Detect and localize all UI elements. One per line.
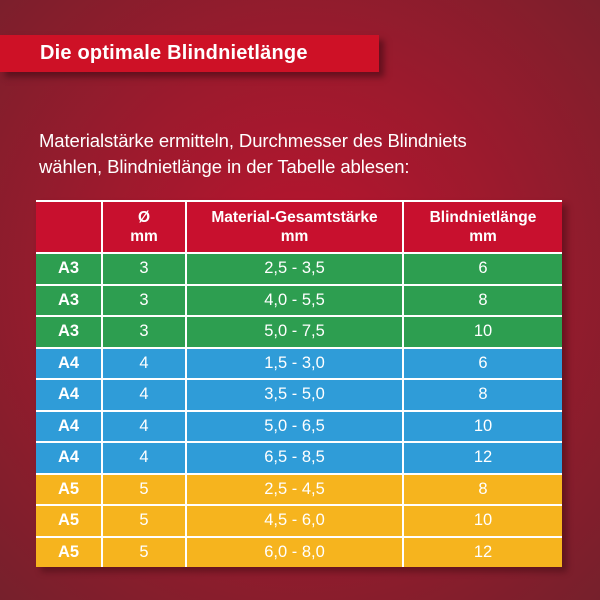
table-row	[36, 253, 562, 285]
cell-rivet-length: 6	[403, 348, 562, 380]
intro-text	[39, 128, 467, 180]
cell-diameter: 4	[102, 442, 186, 474]
cell-type: A3	[36, 285, 102, 317]
cell-diameter: 5	[102, 537, 186, 568]
cell-material-range: 2,5 - 4,5	[186, 474, 403, 506]
rivet-table	[36, 200, 562, 567]
cell-diameter: 3	[102, 285, 186, 317]
cell-type: A5	[36, 474, 102, 506]
title-banner	[0, 35, 379, 72]
cell-diameter: 3	[102, 316, 186, 348]
table-row	[36, 537, 562, 568]
table-row	[36, 316, 562, 348]
cell-rivet-length: 8	[403, 474, 562, 506]
table-row	[36, 348, 562, 380]
cell-rivet-length: 10	[403, 411, 562, 443]
cell-rivet-length: 8	[403, 379, 562, 411]
cell-type: A3	[36, 316, 102, 348]
cell-diameter: 5	[102, 505, 186, 537]
cell-material-range: 2,5 - 3,5	[186, 253, 403, 285]
intro-line-2: wählen, Blindnietlänge in der Tabelle ablesen:	[39, 156, 410, 177]
header-diameter-symbol: Ø	[137, 209, 151, 226]
cell-type: A4	[36, 379, 102, 411]
table-row	[36, 379, 562, 411]
cell-type: A5	[36, 537, 102, 568]
cell-rivet-length: 12	[403, 537, 562, 568]
cell-rivet-length: 10	[403, 505, 562, 537]
header-diameter-unit: mm	[130, 228, 158, 245]
header-length-unit: mm	[469, 228, 497, 245]
cell-diameter: 4	[102, 348, 186, 380]
header-material-title: Material-Gesamtstärke	[211, 209, 378, 226]
cell-rivet-length: 6	[403, 253, 562, 285]
cell-type: A4	[36, 442, 102, 474]
cell-rivet-length: 10	[403, 316, 562, 348]
cell-type: A3	[36, 253, 102, 285]
cell-diameter: 3	[102, 253, 186, 285]
header-cell-diameter	[102, 201, 186, 253]
cell-type: A4	[36, 348, 102, 380]
cell-rivet-length: 8	[403, 285, 562, 317]
table-row	[36, 505, 562, 537]
cell-material-range: 6,5 - 8,5	[186, 442, 403, 474]
header-cell-type	[36, 201, 102, 253]
cell-material-range: 6,0 - 8,0	[186, 537, 403, 568]
cell-material-range: 4,5 - 6,0	[186, 505, 403, 537]
intro-line-1: Materialstärke ermitteln, Durchmesser des Blindniets	[39, 130, 467, 151]
cell-material-range: 4,0 - 5,5	[186, 285, 403, 317]
table-row	[36, 442, 562, 474]
cell-type: A4	[36, 411, 102, 443]
header-material-unit: mm	[280, 228, 309, 245]
cell-material-range: 1,5 - 3,0	[186, 348, 403, 380]
header-length-title: Blindnietlänge	[429, 209, 537, 226]
table-header-row	[36, 201, 562, 253]
cell-material-range: 5,0 - 7,5	[186, 316, 403, 348]
table-row	[36, 474, 562, 506]
cell-rivet-length: 12	[403, 442, 562, 474]
cell-material-range: 3,5 - 5,0	[186, 379, 403, 411]
header-cell-material-thickness	[186, 201, 403, 253]
table-row	[36, 285, 562, 317]
page-title: Die optimale Blindnietlänge	[40, 42, 308, 64]
cell-type: A5	[36, 505, 102, 537]
cell-diameter: 4	[102, 379, 186, 411]
cell-material-range: 5,0 - 6,5	[186, 411, 403, 443]
header-cell-rivet-length	[403, 201, 562, 253]
table-row	[36, 411, 562, 443]
cell-diameter: 4	[102, 411, 186, 443]
cell-diameter: 5	[102, 474, 186, 506]
